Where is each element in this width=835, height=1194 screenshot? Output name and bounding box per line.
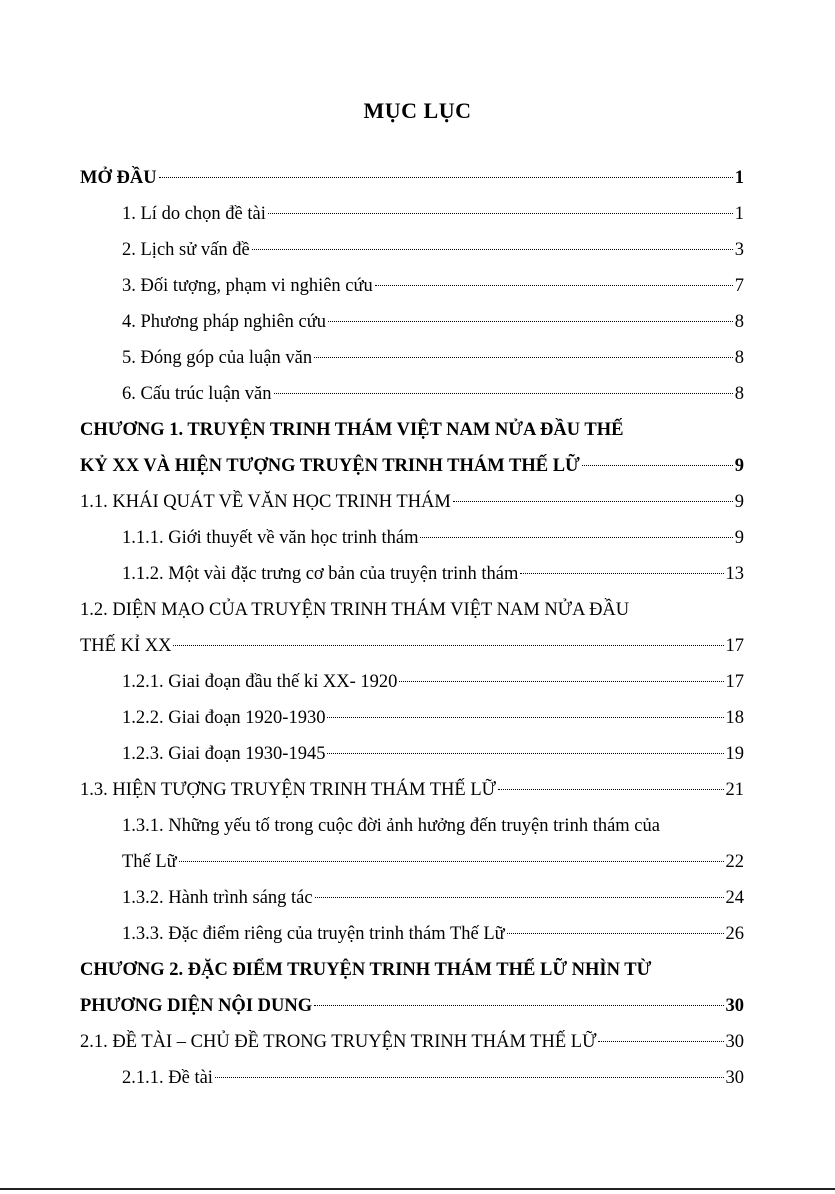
dot-leader	[420, 537, 732, 538]
toc-entry-label: 1.3.2. Hành trình sáng tác	[122, 888, 313, 908]
dot-leader	[375, 285, 733, 286]
toc-entry	[122, 669, 744, 695]
toc-entry	[80, 993, 744, 1019]
toc-entry-page: 7	[734, 276, 744, 296]
toc-entry-page: 24	[725, 888, 744, 908]
toc-entry	[122, 309, 744, 335]
dot-leader	[315, 897, 724, 898]
toc-entry-label: 1.3. HIỆN TƯỢNG TRUYỆN TRINH THÁM THẾ LỮ	[80, 780, 496, 800]
dot-leader	[274, 393, 733, 394]
toc-entry-page: 8	[734, 312, 744, 332]
toc-entry	[80, 453, 744, 479]
dot-leader	[598, 1041, 723, 1042]
toc-entry-page: 26	[725, 924, 744, 944]
dot-leader	[215, 1077, 724, 1078]
toc-entry-label: 1.2.2. Giai đoạn 1920-1930	[122, 708, 326, 728]
toc-entry-label-line1: 1.3.1. Những yếu tố trong cuộc đời ảnh hưởng đến truyện trinh thám của	[122, 816, 660, 836]
toc-entry-label: THẾ KỈ XX	[80, 636, 172, 656]
toc-entry-label-line1: CHƯƠNG 2. ĐẶC ĐIỂM TRUYỆN TRINH THÁM THẾ LỮ NHÌN TỪ	[80, 960, 652, 980]
toc-entry	[122, 921, 744, 947]
toc-entry-label-line1: CHƯƠNG 1. TRUYỆN TRINH THÁM VIỆT NAM NỬA ĐẦU THẾ	[80, 420, 624, 440]
toc-entry	[122, 273, 744, 299]
toc-entry-page: 13	[725, 564, 744, 584]
toc-entry-page: 30	[725, 1032, 744, 1052]
toc-entry	[80, 165, 744, 191]
toc-entry	[80, 1029, 744, 1055]
dot-leader	[327, 717, 723, 718]
dot-leader	[179, 861, 724, 862]
toc-entry-page: 18	[725, 708, 744, 728]
toc-entry	[122, 849, 744, 875]
toc-entry-page: 3	[734, 240, 744, 260]
toc-entry	[80, 777, 744, 803]
dot-leader	[159, 177, 733, 178]
toc-entry-label: 2.1.1. Đề tài	[122, 1068, 213, 1088]
toc-entry-label: 4. Phương pháp nghiên cứu	[122, 312, 327, 332]
toc-entry-page: 21	[725, 780, 744, 800]
toc-entry-label: PHƯƠNG DIỆN NỘI DUNG	[80, 996, 313, 1016]
toc-entry	[80, 489, 744, 515]
toc-entry-label: 6. Cấu trúc luận văn	[122, 384, 272, 404]
toc-entry-label: MỞ ĐẦU	[80, 168, 157, 188]
toc-entry-label: 1.3.3. Đặc điểm riêng của truyện trinh thám Thế Lữ	[122, 924, 505, 944]
toc-entry-page: 8	[734, 384, 744, 404]
toc-entry-page: 9	[734, 456, 744, 476]
page-bottom-edge	[0, 1188, 835, 1190]
toc-entry	[122, 705, 744, 731]
toc-entry-page: 1	[734, 168, 744, 188]
dot-leader	[399, 681, 723, 682]
toc-entry-label: Thế Lữ	[122, 852, 177, 872]
toc-entry-page: 9	[734, 528, 744, 548]
toc-entry	[122, 525, 744, 551]
toc-entry-page: 1	[734, 204, 744, 224]
toc-entry-label: 1.2.3. Giai đoạn 1930-1945	[122, 744, 326, 764]
dot-leader	[520, 573, 723, 574]
toc-entry	[122, 345, 744, 371]
toc-entry	[80, 633, 744, 659]
dot-leader	[327, 753, 723, 754]
toc-entry	[122, 741, 744, 767]
dot-leader	[507, 933, 724, 934]
toc-entry-label: 1.2.1. Giai đoạn đầu thế kỉ XX- 1920	[122, 672, 398, 692]
toc-entry-page: 9	[734, 492, 744, 512]
toc-entry-page: 17	[725, 636, 744, 656]
toc-entry-label: 2. Lịch sử vấn đề	[122, 240, 250, 260]
dot-leader	[252, 249, 733, 250]
toc-entry	[122, 381, 744, 407]
toc-entry	[122, 237, 744, 263]
dot-leader	[498, 789, 724, 790]
toc-entry-label: 1. Lí do chọn đề tài	[122, 204, 266, 224]
toc-entry-page: 30	[725, 996, 744, 1016]
dot-leader	[328, 321, 733, 322]
dot-leader	[173, 645, 723, 646]
toc-entry	[122, 561, 744, 587]
dot-leader	[582, 465, 733, 466]
dot-leader	[268, 213, 733, 214]
toc-entry-page: 17	[725, 672, 744, 692]
toc-entry-label: 1.1. KHÁI QUÁT VỀ VĂN HỌC TRINH THÁM	[80, 492, 451, 512]
toc-entry-label-line1: 1.2. DIỆN MẠO CỦA TRUYỆN TRINH THÁM VIỆT NAM NỬA ĐẦU	[80, 600, 630, 620]
dot-leader	[314, 1005, 723, 1006]
toc-entry	[122, 201, 744, 227]
toc-entry-page: 22	[725, 852, 744, 872]
toc-entry-label: 5. Đóng góp của luận văn	[122, 348, 313, 368]
toc-entry	[122, 1065, 744, 1091]
dot-leader	[453, 501, 733, 502]
page-title: MỤC LỤC	[363, 98, 472, 123]
toc-entry-page: 30	[725, 1068, 744, 1088]
toc-entry	[122, 885, 744, 911]
dot-leader	[314, 357, 733, 358]
toc-entry-label: 1.1.2. Một vài đặc trưng cơ bản của truyện trinh thám	[122, 564, 519, 584]
toc-entry-page: 19	[725, 744, 744, 764]
toc-entry-label: 1.1.1. Giới thuyết về văn học trinh thám	[122, 528, 419, 548]
toc-entry-page: 8	[734, 348, 744, 368]
toc-entry-label: 3. Đối tượng, phạm vi nghiên cứu	[122, 276, 373, 296]
toc-entry-label: 2.1. ĐỀ TÀI – CHỦ ĐỀ TRONG TRUYỆN TRINH THÁM THẾ LỮ	[80, 1032, 597, 1052]
toc-entry-label: KỶ XX VÀ HIỆN TƯỢNG TRUYỆN TRINH THÁM THẾ LỮ	[80, 456, 580, 476]
